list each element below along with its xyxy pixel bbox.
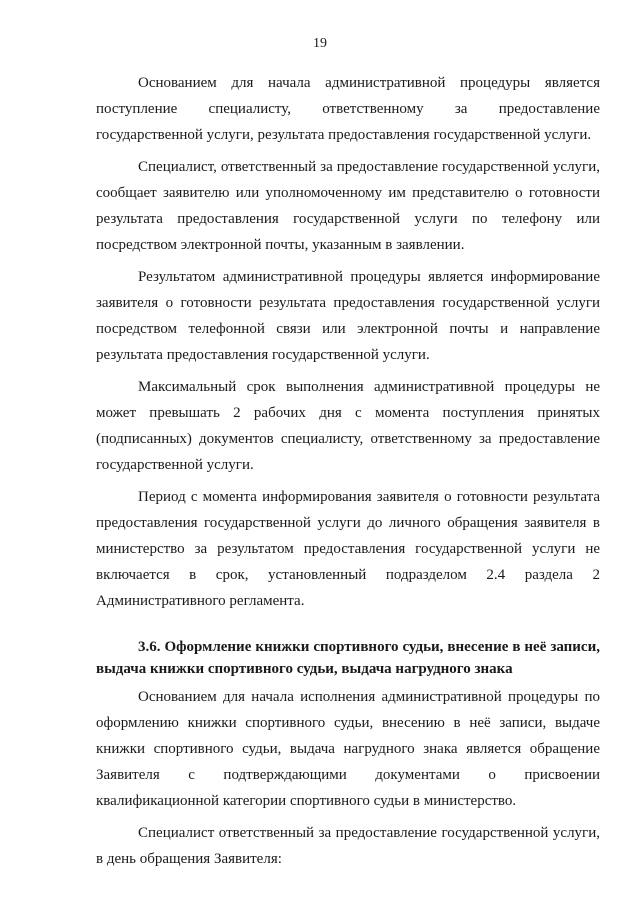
text-line: Специалист ответственный за предоставление государственной услуги, — [138, 825, 600, 841]
document-body — [96, 70, 600, 878]
text-line: оформлению книжки спортивного судьи, внесению в неё записи, выдаче — [96, 715, 600, 731]
text-line: предоставления государственной услуги до личного обращения заявителя в — [96, 515, 600, 531]
text-line: государственной услуги. — [96, 457, 254, 473]
text-line: государственной услуги, результата предоставления государственной услуги. — [96, 127, 592, 143]
text-line: Максимальный срок выполнения административной процедуры не — [138, 379, 600, 395]
paragraph-max-term — [96, 374, 600, 478]
text-line: книжки спортивного судьи, выдача нагрудного знака является обращение — [96, 741, 600, 757]
text-line: квалификационной категории спортивного судьи в министерство. — [96, 793, 517, 809]
text-line: посредством телефонной связи или электронной почты и направление — [96, 321, 600, 337]
text-line: (подписанных) документов специалисту, ответственному за предоставление — [96, 431, 600, 447]
text-line: результата предоставления государственной услуги по телефону или — [96, 211, 600, 227]
text-line: заявителя о готовности результата предоставления государственной услуги — [96, 295, 600, 311]
text-line: поступление специалисту, ответственному за предоставление — [96, 101, 600, 117]
heading-line: выдача книжки спортивного судьи, выдача нагрудного знака — [96, 661, 513, 677]
paragraph-procedure-result — [96, 264, 600, 368]
text-line: посредством электронной почты, указанным в заявлении. — [96, 237, 465, 253]
text-line: Результатом административной процедуры является информирование — [138, 269, 600, 285]
paragraph-procedure-basis — [96, 70, 600, 148]
text-line: Основанием для начала административной процедуры является — [138, 75, 600, 91]
paragraph-specialist-notify — [96, 154, 600, 258]
text-line: Специалист, ответственный за предоставление государственной услуги, — [138, 159, 600, 175]
text-line: министерство за результатом предоставления государственной услуги не — [96, 541, 600, 557]
text-line: Основанием для начала исполнения административной процедуры по — [138, 689, 600, 705]
paragraph-period-exclusion — [96, 484, 600, 614]
page-number: 19 — [313, 36, 327, 51]
paragraph-specialist-day — [96, 820, 600, 872]
text-line: Административного регламента. — [96, 593, 305, 609]
text-line: включается в срок, установленный подразделом 2.4 раздела 2 — [96, 567, 600, 583]
text-line: Период с момента информирования заявителя о готовности результата — [138, 489, 600, 505]
paragraph-section-basis — [96, 684, 600, 814]
section-heading — [96, 636, 600, 680]
text-line: может превышать 2 рабочих дня с момента поступления принятых — [96, 405, 600, 421]
text-line: результата предоставления государственной услуги. — [96, 347, 430, 363]
text-line: в день обращения Заявителя: — [96, 851, 282, 867]
heading-line: 3.6. Оформление книжки спортивного судьи, внесение в неё записи, — [138, 639, 600, 655]
text-line: Заявителя с подтверждающими документами о присвоении — [96, 767, 600, 783]
text-line: сообщает заявителю или уполномоченному им представителю о готовности — [96, 185, 600, 201]
